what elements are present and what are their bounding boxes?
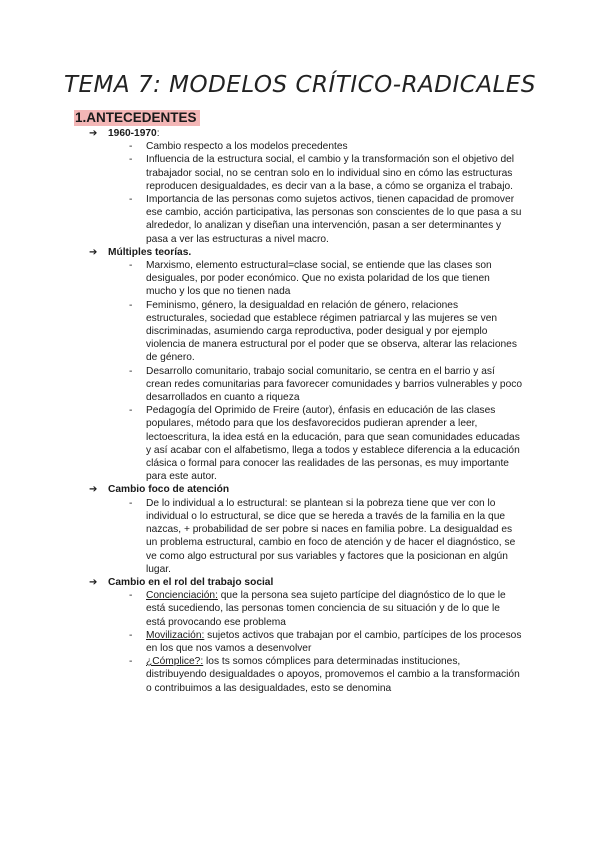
item-term: Concienciación: xyxy=(146,590,218,602)
arrow-bullet-icon: ➔ xyxy=(89,576,98,588)
item-text: Cambio respecto a los modelos precedentes xyxy=(146,141,348,153)
topic-heading xyxy=(0,576,600,589)
item-term: Movilización: xyxy=(146,629,205,641)
dash-bullet-icon: - xyxy=(129,590,133,602)
item-term: ¿Cómplice?: xyxy=(146,656,204,668)
item-text: Marxismo, elemento estructural=clase social, se entiende que las clases son desiguales, por poder económico. Que no exista polaridad de los que tienen mucho y los que no tienen nada xyxy=(146,260,492,298)
item-text: los ts somos cómplices para determinadas instituciones, distribuyendo desigualdades o apoyos, promovemos el cambio a la transformación o contribuimos a las desigualdades, esto se denomina xyxy=(146,656,520,694)
list-item xyxy=(0,259,600,299)
dash-bullet-icon: - xyxy=(129,405,133,417)
list-item xyxy=(0,299,600,365)
topic-item-list xyxy=(0,497,600,576)
item-text: sujetos activos que trabajan por el cambio, partícipes de los procesos en los que nos vamos a desenvolver xyxy=(146,629,522,654)
list-item xyxy=(0,655,600,695)
list-item xyxy=(0,153,600,193)
list-item xyxy=(0,140,600,153)
topic-item-list xyxy=(0,589,600,695)
topic-label: Cambio foco de atención xyxy=(108,484,230,496)
topic-suffix: : xyxy=(156,128,160,139)
dash-bullet-icon: - xyxy=(129,365,133,377)
dash-bullet-icon: - xyxy=(129,497,133,509)
item-text: Feminismo, género, la desigualdad en relación de género, relaciones estructurales, sociedad que establece régimen patriarcal y las mujeres se ven discriminadas, asumiendo carga reproductiva, poder desigual y por ejemplo violencia de manera estructural por el poder que se observa, alterar las relaciones de género. xyxy=(146,299,517,364)
dash-bullet-icon: - xyxy=(129,299,133,311)
topic-label: 1960-1970 xyxy=(108,128,157,139)
item-text: Desarrollo comunitario, trabajo social comunitario, se centra en el barrio y así crean redes comunitarias para favorecer comunidades y barrios vulnerables y poco desarrollados en cuanto a riqueza xyxy=(146,365,522,404)
topic-heading xyxy=(0,127,600,140)
list-item xyxy=(0,629,600,655)
arrow-bullet-icon: ➔ xyxy=(89,246,98,258)
list-item xyxy=(0,193,600,246)
topic-label: Múltiples teorías. xyxy=(108,246,192,258)
dash-bullet-icon: - xyxy=(129,154,133,166)
arrow-bullet-icon: ➔ xyxy=(89,484,98,496)
topic-item-list xyxy=(0,259,600,483)
list-item xyxy=(0,365,600,405)
dash-bullet-icon: - xyxy=(129,194,133,206)
list-item xyxy=(0,497,600,576)
list-item xyxy=(0,589,600,629)
section-heading: 1.ANTECEDENTES xyxy=(74,110,200,126)
dash-bullet-icon: - xyxy=(129,629,133,641)
topic-heading xyxy=(0,246,600,259)
item-text: Influencia de la estructura social, el cambio y la transformación son el objetivo del trabajador social, no se centran solo en lo individual sino en cómo las estructuras reproducen desigualdades, es decir van a la base, a cómo se organiza el trabajo. xyxy=(146,154,515,192)
item-text: De lo individual a lo estructural: se plantean si la pobreza tiene que ver con lo individual o lo estructural, se dice que se hereda a través de la familia en la que nazcas, + probabilidad de ser pobre si naces en familia pobre. La desigualdad es un problema estructural, cambio en foco de atención y de hacer el diagnóstico, se ve como algo estructural por sus variables y factores que la posicionan en algún lugar. xyxy=(146,497,516,575)
list-item xyxy=(0,404,600,483)
item-text: Importancia de las personas como sujetos activos, tienen capacidad de promover ese cambio, acción participativa, las personas son conscientes de lo que pasa a su alrededor, lo analizan y diseñan una intervención, pasan a ser determinantes y pasa a ver las estructuras a nivel macro. xyxy=(146,194,522,245)
topic-item-list xyxy=(0,140,600,246)
dash-bullet-icon: - xyxy=(129,260,133,272)
dash-bullet-icon: - xyxy=(129,141,133,153)
document-body xyxy=(0,127,600,695)
item-text: Pedagogía del Oprimido de Freire (autor), énfasis en educación de las clases populares, método para que los desfavorecidos pudieran aprender a leer, lectoescritura, la idea está en la educación, para que sean comunidades educadas y así acabar con el alfabetismo, llega a todos y establece diferencia a la educación clásica o formal para conocer las realidades de las personas, es muy importante para este autor. xyxy=(146,405,520,483)
topic-heading xyxy=(0,483,600,496)
item-text: que la persona sea sujeto partícipe del diagnóstico de lo que le está sucediendo, las personas tomen conciencia de su situación y de lo que le está provocando ese problema xyxy=(146,590,506,628)
topic-label: Cambio en el rol del trabajo social xyxy=(108,576,274,588)
arrow-bullet-icon: ➔ xyxy=(89,128,98,139)
document-title: TEMA 7: MODELOS CRÍTICO-RADICALES xyxy=(63,72,537,98)
dash-bullet-icon: - xyxy=(129,656,133,668)
